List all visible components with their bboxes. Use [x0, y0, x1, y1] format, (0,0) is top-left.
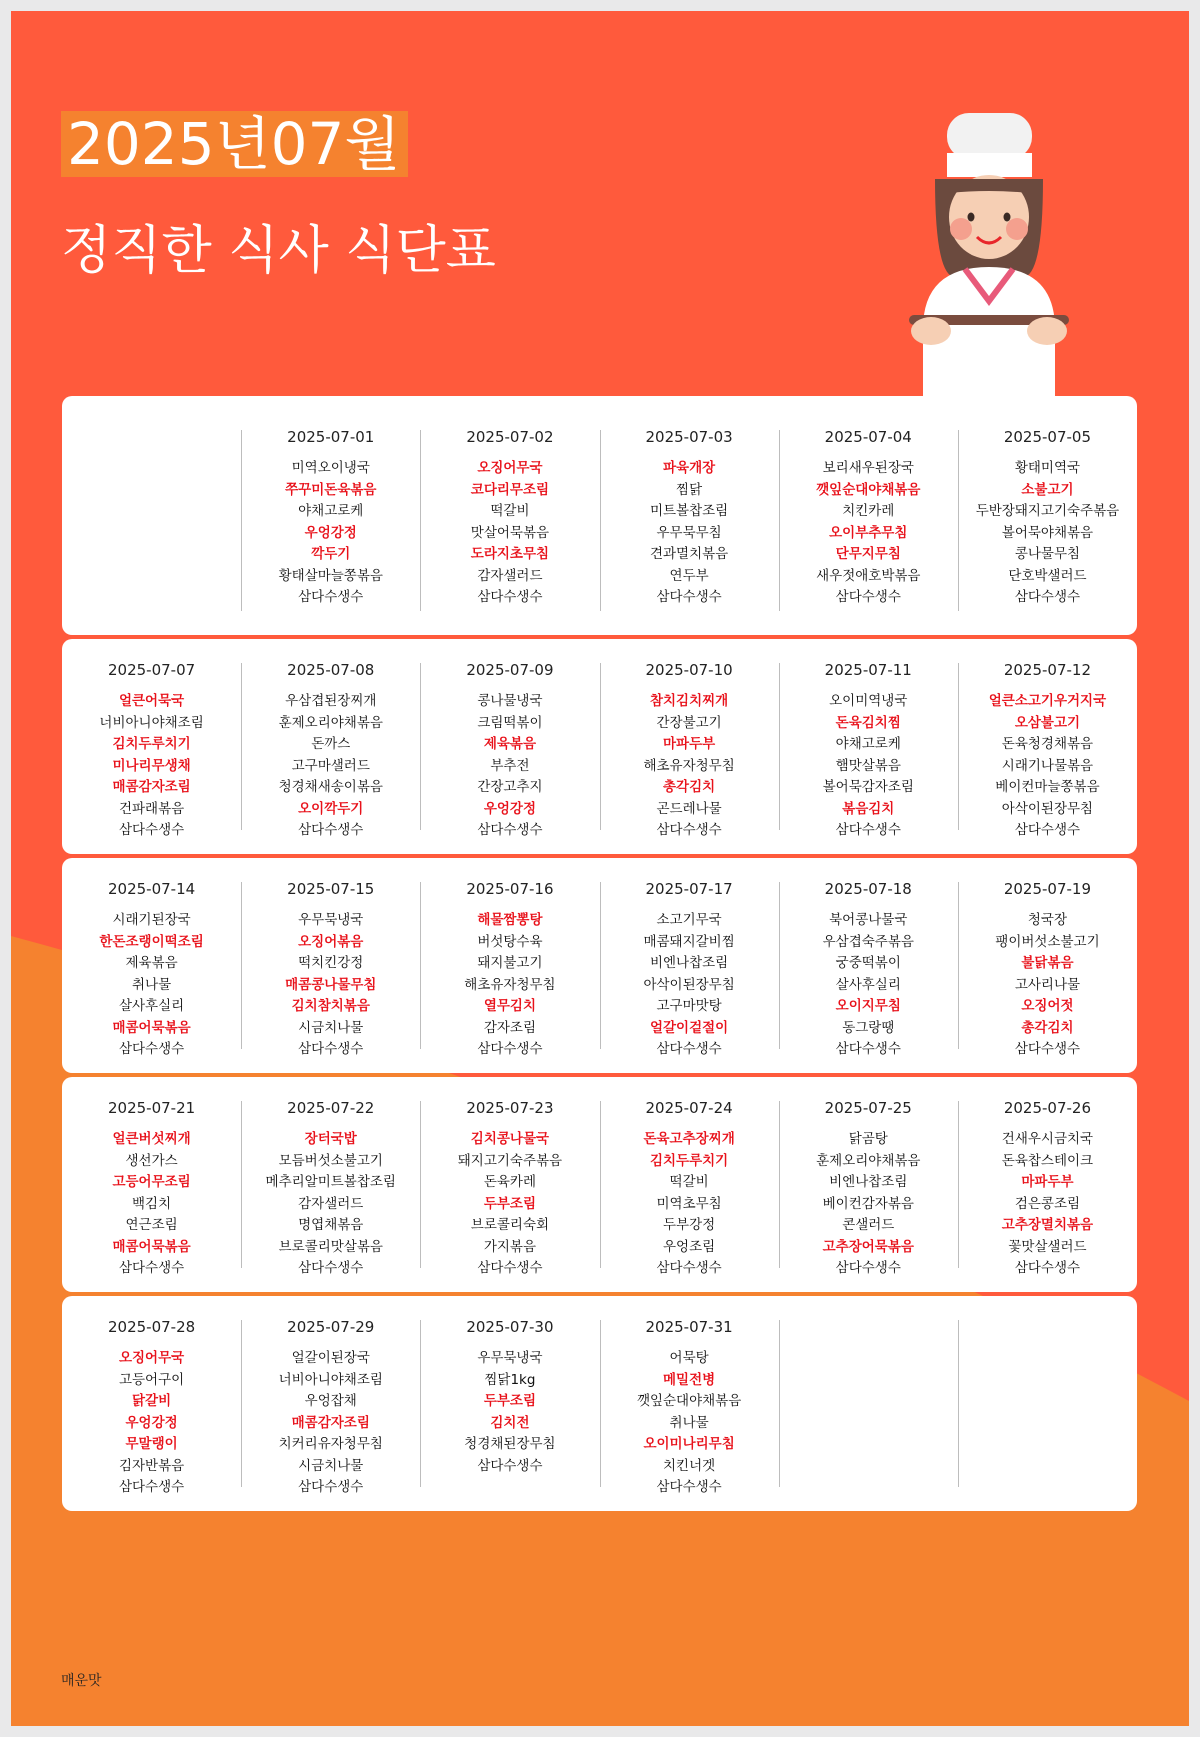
cell-date: 2025-07-31	[645, 1318, 733, 1336]
day-cell	[241, 639, 420, 854]
menu-item: 삼다수생수	[477, 1260, 543, 1276]
menu-item-spicy: 김치전	[490, 1414, 530, 1431]
menu-item: 아삭이된장무침	[1001, 800, 1094, 817]
menu-item-spicy: 도라지초무침	[470, 546, 550, 562]
cell-date: 2025-07-16	[466, 880, 554, 898]
menu-item: 청경채새송이볶음	[278, 779, 383, 795]
day-cell	[62, 1077, 241, 1292]
menu-item-spicy: 소불고기	[1021, 481, 1074, 498]
menu-item-spicy: 쭈꾸미돈육볶음	[285, 481, 377, 498]
menu-item-spicy: 깻잎순대야채볶음	[816, 481, 921, 498]
menu-item-spicy: 미나리무생채	[112, 757, 191, 774]
menu-item: 미역초무침	[656, 1195, 722, 1212]
menu-item-spicy: 오징어무국	[477, 460, 543, 476]
menu-item: 살사후실리	[118, 998, 185, 1014]
menu-item: 연두부	[669, 567, 709, 584]
day-cell	[958, 406, 1137, 635]
cell-date: 2025-07-24	[645, 1099, 733, 1117]
menu-item: 떡치킨강정	[298, 955, 364, 971]
day-cell	[62, 406, 241, 635]
menu-item: 삼다수생수	[118, 1479, 185, 1495]
menu-item: 황태미역국	[1014, 460, 1081, 476]
day-cell	[62, 639, 241, 854]
menu-item: 삼다수생수	[835, 589, 901, 605]
menu-item: 청경채된장무침	[464, 1436, 556, 1452]
menu-item-spicy: 얼큰버섯찌개	[112, 1131, 191, 1147]
menu-item-spicy: 우엉강정	[304, 524, 357, 541]
menu-item: 콩나물냉국	[477, 693, 543, 709]
menu-item-spicy: 우엉강정	[483, 800, 537, 817]
day-cell	[600, 858, 779, 1073]
menu-item: 미역오이냉국	[291, 460, 370, 476]
menu-item-spicy: 김치두루치기	[649, 1152, 729, 1169]
day-cell	[779, 1296, 958, 1511]
cell-date: 2025-07-17	[645, 880, 733, 898]
menu-item: 궁중떡볶이	[835, 955, 901, 971]
menu-item: 가지볶음	[483, 1238, 537, 1255]
menu-item-spicy: 매콤감자조림	[291, 1414, 370, 1431]
menu-item: 김자반볶음	[118, 1457, 185, 1474]
menu-item: 햄맛살볶음	[835, 757, 901, 774]
menu-item: 얼갈이된장국	[291, 1350, 370, 1366]
day-cell	[779, 639, 958, 854]
menu-item: 우무묵냉국	[298, 912, 364, 928]
menu-item-spicy: 마파두부	[1021, 1174, 1074, 1190]
menu-item-spicy: 두부조림	[483, 1195, 537, 1212]
menu-item: 돼지불고기	[477, 955, 543, 971]
menu-item-spicy: 얼갈이겉절이	[649, 1019, 729, 1036]
cell-date: 2025-07-05	[1003, 428, 1092, 446]
menu-item-spicy: 우엉강정	[125, 1414, 178, 1431]
menu-item-spicy: 얼큰소고기우거지국	[988, 693, 1107, 709]
menu-item: 삼다수생수	[656, 1260, 722, 1276]
menu-item-spicy: 총각김치	[663, 779, 716, 795]
cell-date: 2025-07-07	[107, 661, 196, 679]
menu-item: 치킨카레	[842, 503, 895, 519]
cell-date: 2025-07-09	[466, 661, 554, 679]
menu-item: 버섯탕수육	[477, 933, 543, 950]
menu-item: 해초유자청무침	[464, 976, 556, 993]
cell-date: 2025-07-10	[645, 661, 733, 679]
menu-item-spicy: 오이부추무침	[829, 524, 908, 541]
menu-item-spicy: 매콤어묵볶음	[112, 1019, 191, 1036]
menu-item: 오이미역냉국	[829, 693, 908, 709]
menu-item: 삼다수생수	[298, 1260, 364, 1276]
menu-item-spicy: 돈육김치찜	[835, 714, 901, 731]
menu-item: 찜닭	[676, 481, 703, 498]
menu-item: 훈제오리야채볶음	[816, 1152, 921, 1169]
menu-item: 삼다수생수	[1014, 1041, 1081, 1057]
menu-item-spicy: 매콤어묵볶음	[112, 1238, 191, 1255]
cell-date: 2025-07-25	[824, 1099, 912, 1117]
menu-item: 시금치나물	[298, 1457, 364, 1474]
cell-date: 2025-07-01	[287, 428, 375, 446]
day-cell	[779, 406, 958, 635]
menu-item: 돈까스	[311, 736, 351, 752]
menu-item: 삼다수생수	[1014, 1260, 1081, 1276]
menu-item-spicy: 오이미나리무침	[643, 1436, 735, 1452]
menu-item-spicy: 무말랭이	[125, 1436, 178, 1452]
menu-item: 치커리유자청무침	[278, 1436, 383, 1452]
menu-item: 새우젓애호박볶음	[816, 567, 921, 584]
menu-item: 삼다수생수	[1014, 822, 1081, 838]
menu-item-spicy: 참치김치찌개	[649, 693, 729, 709]
menu-item: 메추리알미트볼찹조림	[265, 1174, 396, 1190]
menu-item: 북어콩나물국	[829, 912, 908, 928]
menu-item-spicy: 코다리무조림	[470, 481, 550, 498]
day-cell	[420, 1077, 599, 1292]
menu-item-spicy: 단무지무침	[835, 546, 901, 562]
menu-item-spicy: 고등어무조림	[112, 1174, 191, 1190]
menu-item-spicy: 오징어젓	[1021, 998, 1074, 1014]
menu-item-spicy: 두부조림	[483, 1393, 537, 1409]
menu-item: 해초유자청무침	[643, 757, 735, 774]
menu-item: 고등어구이	[118, 1371, 185, 1388]
cell-date: 2025-07-14	[107, 880, 196, 898]
chef-illustration	[879, 109, 1099, 409]
menu-item: 너비아니야채조림	[99, 714, 204, 731]
menu-item: 매콤돼지갈비찜	[643, 933, 735, 950]
day-cell	[62, 858, 241, 1073]
menu-item: 어묵탕	[669, 1350, 709, 1366]
footer-note: 매운맛	[61, 1673, 102, 1689]
menu-item-spicy: 오징어볶음	[298, 933, 364, 950]
menu-item: 삼다수생수	[835, 1260, 901, 1276]
menu-item-spicy: 고추장어묵볶음	[822, 1238, 914, 1255]
menu-item-spicy: 김치두루치기	[112, 736, 191, 752]
menu-item: 삼다수생수	[298, 1479, 364, 1495]
menu-item: 찜닭1kg	[484, 1371, 536, 1388]
menu-item: 훈제오리야채볶음	[278, 714, 383, 731]
menu-item: 명엽채볶음	[298, 1217, 364, 1233]
menu-item: 치킨너겟	[663, 1457, 716, 1474]
cell-date: 2025-07-30	[466, 1318, 554, 1336]
menu-item: 감자샐러드	[477, 567, 543, 584]
day-cell	[241, 858, 420, 1073]
menu-item-spicy: 메밀전병	[663, 1371, 716, 1388]
menu-item: 돈육찹스테이크	[1001, 1152, 1094, 1169]
menu-item: 감자샐러드	[298, 1195, 364, 1212]
menu-item: 제육볶음	[125, 955, 178, 971]
menu-item: 베이컨감자볶음	[822, 1195, 914, 1212]
menu-item: 시래기나물볶음	[1001, 757, 1094, 774]
menu-item: 취나물	[669, 1414, 709, 1431]
menu-item: 생선가스	[125, 1152, 178, 1169]
menu-item-spicy: 고추장멸치볶음	[1001, 1217, 1094, 1233]
day-cell	[241, 1077, 420, 1292]
menu-item: 두부강정	[663, 1217, 716, 1233]
menu-item-spicy: 마파두부	[663, 736, 716, 752]
menu-item: 삼다수생수	[118, 1041, 185, 1057]
menu-item: 살사후실리	[835, 976, 901, 993]
menu-item: 소고기무국	[656, 912, 722, 928]
menu-item: 삼다수생수	[656, 1479, 722, 1495]
menu-item: 황태살마늘쫑볶음	[278, 567, 383, 584]
menu-item: 삼다수생수	[298, 1041, 364, 1057]
menu-item: 부추전	[490, 757, 530, 774]
menu-item: 꽃맛살샐러드	[1008, 1238, 1087, 1255]
menu-item: 검은콩조림	[1014, 1195, 1081, 1212]
menu-item-spicy: 장터국밥	[304, 1131, 357, 1147]
cell-date: 2025-07-04	[824, 428, 912, 446]
day-cell	[420, 406, 599, 635]
cell-date: 2025-07-19	[1003, 880, 1092, 898]
menu-item: 보리새우된장국	[822, 460, 914, 476]
menu-item: 비엔나찹조림	[649, 955, 729, 971]
day-cell	[779, 1077, 958, 1292]
menu-item: 감자조림	[483, 1019, 537, 1036]
menu-item: 곤드레나물	[656, 800, 722, 817]
menu-item: 견과멸치볶음	[649, 546, 729, 562]
menu-item: 크림떡볶이	[477, 714, 543, 731]
menu-item: 두반장돼지고기숙주볶음	[975, 503, 1120, 519]
cell-date: 2025-07-26	[1003, 1099, 1092, 1117]
page-title: 정직한 식사 식단표	[61, 221, 496, 281]
cell-date: 2025-07-15	[287, 880, 375, 898]
menu-item: 취나물	[132, 976, 172, 993]
menu-item-spicy: 매콤콩나물무침	[285, 976, 377, 993]
menu-item: 삼다수생수	[118, 822, 185, 838]
menu-item: 삼다수생수	[118, 1260, 185, 1276]
cell-date: 2025-07-23	[466, 1099, 554, 1117]
cell-date: 2025-07-18	[824, 880, 912, 898]
cell-date: 2025-07-12	[1003, 661, 1092, 679]
menu-item: 삼다수생수	[298, 822, 364, 838]
menu-item: 삼다수생수	[656, 822, 722, 838]
menu-item-spicy: 돈육고추장찌개	[643, 1131, 735, 1147]
menu-item: 시래기된장국	[112, 912, 191, 928]
menu-item-spicy: 오이지무침	[835, 998, 901, 1014]
cell-date: 2025-07-11	[824, 661, 912, 679]
menu-item-spicy: 김치참치볶음	[291, 998, 370, 1014]
menu-item: 우삼겹된장찌개	[285, 693, 377, 709]
menu-item: 삼다수생수	[656, 1041, 722, 1057]
menu-item-spicy: 오삼불고기	[1014, 714, 1081, 731]
day-cell	[958, 858, 1137, 1073]
menu-item: 삼다수생수	[477, 1041, 543, 1057]
menu-item: 시금치나물	[298, 1019, 364, 1036]
cell-date: 2025-07-21	[107, 1099, 196, 1117]
menu-item-spicy: 닭갈비	[132, 1393, 172, 1409]
menu-item-spicy: 깍두기	[311, 546, 351, 562]
cell-date: 2025-07-29	[287, 1318, 375, 1336]
menu-item-spicy: 오징어무국	[118, 1350, 185, 1366]
menu-item: 맛살어묵볶음	[470, 524, 550, 541]
cell-date: 2025-07-03	[645, 428, 733, 446]
day-cell	[958, 1077, 1137, 1292]
menu-item-spicy: 볶음김치	[842, 800, 895, 817]
cell-date: 2025-07-02	[466, 428, 554, 446]
menu-item: 삼다수생수	[835, 822, 901, 838]
menu-item: 건새우시금치국	[1001, 1131, 1094, 1147]
day-cell	[420, 858, 599, 1073]
day-cell	[241, 1296, 420, 1511]
header-date-label: 2025년07월	[61, 111, 408, 177]
day-cell	[958, 1296, 1137, 1511]
day-cell	[600, 1296, 779, 1511]
menu-item: 삼다수생수	[477, 589, 543, 605]
menu-item-spicy: 불닭볶음	[1021, 955, 1074, 971]
week-row	[62, 858, 1137, 1073]
day-cell	[600, 406, 779, 635]
menu-item: 비엔나찹조림	[829, 1174, 908, 1190]
menu-item: 삼다수생수	[477, 822, 543, 838]
menu-item-spicy: 오이깍두기	[298, 800, 364, 817]
menu-item: 우삼겹숙주볶음	[822, 933, 914, 950]
menu-item: 청국장	[1027, 912, 1067, 928]
menu-item: 삼다수생수	[1014, 589, 1081, 605]
menu-poster	[11, 11, 1189, 1726]
menu-item-spicy: 해물짬뽕탕	[477, 912, 543, 928]
menu-item: 아삭이된장무침	[643, 976, 735, 993]
menu-item: 동그랑땡	[842, 1019, 895, 1036]
menu-item: 고사리나물	[1014, 976, 1081, 993]
menu-item: 삼다수생수	[656, 589, 722, 605]
week-row	[62, 406, 1137, 635]
day-cell	[600, 639, 779, 854]
day-cell	[958, 639, 1137, 854]
menu-item: 콘샐러드	[842, 1217, 895, 1233]
week-row	[62, 1077, 1137, 1292]
menu-item: 돼지고기숙주볶음	[457, 1152, 563, 1169]
menu-item: 볼어묵야채볶음	[1001, 524, 1094, 541]
menu-item: 베이컨마늘쫑볶음	[995, 779, 1100, 795]
menu-item-spicy: 김치콩나물국	[470, 1131, 550, 1147]
menu-item: 삼다수생수	[835, 1041, 901, 1057]
day-cell	[420, 639, 599, 854]
menu-item: 고구마샐러드	[291, 757, 370, 774]
menu-item: 삼다수생수	[298, 589, 364, 605]
menu-item: 연근조림	[125, 1217, 178, 1233]
day-cell	[600, 1077, 779, 1292]
day-cell	[241, 406, 420, 635]
menu-item: 닭곰탕	[848, 1131, 888, 1147]
menu-item: 너비아니야채조림	[278, 1371, 383, 1388]
menu-item: 우무묵무침	[656, 524, 722, 541]
menu-item: 돈육카레	[483, 1174, 537, 1190]
menu-item: 모듬버섯소불고기	[278, 1152, 383, 1169]
menu-item: 브로콜리숙회	[470, 1217, 550, 1233]
week-row	[62, 1296, 1137, 1511]
menu-item-spicy: 매콤감자조림	[112, 779, 191, 795]
menu-item-spicy: 한돈조랭이떡조림	[99, 933, 204, 950]
week-row	[62, 639, 1137, 854]
menu-item: 깻잎순대야채볶음	[636, 1393, 742, 1409]
day-cell	[779, 858, 958, 1073]
menu-item: 고구마맛탕	[656, 998, 722, 1014]
menu-item: 떡갈비	[669, 1174, 709, 1190]
cell-date: 2025-07-22	[287, 1099, 375, 1117]
menu-item: 우엉조림	[663, 1238, 716, 1255]
menu-item-spicy: 총각김치	[1021, 1019, 1074, 1036]
cell-date: 2025-07-08	[287, 661, 375, 679]
menu-item: 단호박샐러드	[1008, 567, 1087, 584]
menu-item: 우엉잡채	[304, 1393, 357, 1409]
cell-date: 2025-07-28	[107, 1318, 196, 1336]
menu-item: 백김치	[132, 1195, 172, 1212]
menu-item-spicy: 얼큰어묵국	[118, 693, 185, 709]
menu-item-spicy: 열무김치	[483, 998, 537, 1014]
menu-item: 우무묵냉국	[477, 1350, 543, 1366]
menu-item-spicy: 파육개장	[663, 460, 716, 476]
menu-item: 건파래볶음	[118, 800, 185, 817]
menu-item: 야채고로케	[298, 503, 364, 519]
menu-item: 콩나물무침	[1014, 546, 1081, 562]
menu-item: 브로콜리맛살볶음	[278, 1238, 383, 1255]
day-cell	[420, 1296, 599, 1511]
menu-item: 팽이버섯소불고기	[995, 933, 1100, 950]
menu-item: 볼어묵감자조림	[822, 779, 914, 795]
menu-item: 간장불고기	[656, 714, 722, 731]
menu-item: 야채고로케	[835, 736, 901, 752]
menu-item: 떡갈비	[490, 503, 530, 519]
day-cell	[62, 1296, 241, 1511]
menu-item: 간장고추지	[477, 779, 543, 795]
menu-item: 돈육청경채볶음	[1001, 736, 1094, 752]
menu-item: 삼다수생수	[477, 1457, 543, 1474]
menu-item: 미트볼찹조림	[649, 503, 729, 519]
menu-item-spicy: 제육볶음	[483, 736, 537, 752]
